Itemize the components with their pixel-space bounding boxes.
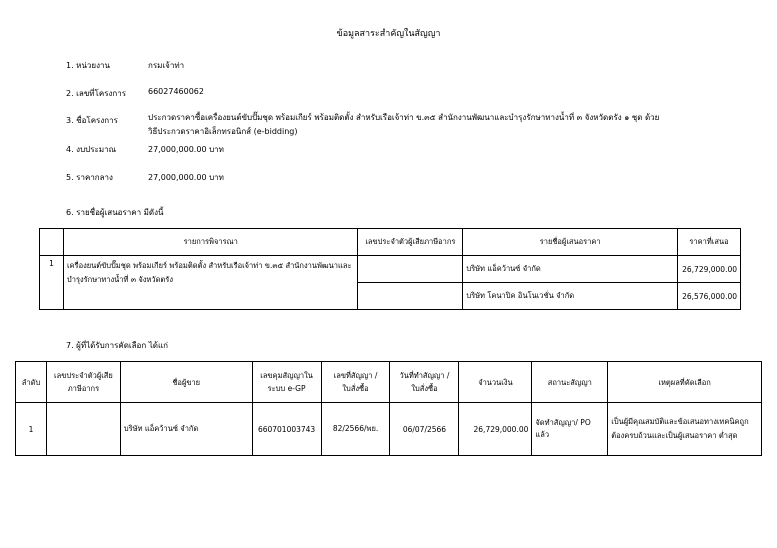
- award-row-tax-id: [46, 403, 120, 456]
- award-row-no: 1: [16, 403, 47, 456]
- bids-header-bidder: รายชื่อผู้เสนอราคา: [463, 229, 678, 256]
- award-heading: 7. ผู้ที่ได้รับการคัดเลือก ได้แก่: [66, 341, 168, 350]
- award-header-status: สถานะสัญญา: [532, 362, 608, 403]
- award-row-contract-no: 82/2566/พย.: [321, 403, 390, 456]
- field-value-budget: 27,000,000.00 บาท: [148, 145, 224, 154]
- field-label-project-name: 3. ชื่อโครงการ: [66, 116, 118, 125]
- award-table: [15, 361, 762, 456]
- bidders-heading: 6. รายชื่อผู้เสนอราคา มีดังนี้: [66, 208, 164, 217]
- award-row-status: จัดทำสัญญา/ PO แล้ว: [532, 403, 608, 456]
- award-row-vendor: บริษัท แอ็คว้านซ์ จำกัด: [120, 403, 252, 456]
- award-table-header-row: [16, 362, 762, 403]
- award-header-amount: จำนวนเงิน: [459, 362, 532, 403]
- bids-table-header-row: [40, 229, 741, 256]
- award-header-no: ลำดับ: [16, 362, 47, 403]
- award-header-tax-id: เลขประจำตัวผู้เสียภาษีอากร: [46, 362, 120, 403]
- award-header-contract-no: เลขที่สัญญา / ใบสั่งซื้อ: [321, 362, 390, 403]
- award-row-reason: เป็นผู้มีคุณสมบัติและข้อเสนอทางเทคนิคถูกต้องครบถ้วนและเป็นผู้เสนอราคา ต่ำสุด: [608, 403, 762, 456]
- award-row-egp-no: 660701003743: [252, 403, 321, 456]
- bids-header-price: ราคาที่เสนอ: [677, 229, 740, 256]
- bid-bidder-name: บริษัท โคนาปิค อินโนเวชั่น จำกัด: [463, 283, 678, 310]
- field-label-budget: 4. งบประมาณ: [66, 145, 117, 154]
- field-label-project-id: 2. เลขที่โครงการ: [66, 89, 127, 98]
- award-row-amount: 26,729,000.00: [459, 403, 532, 456]
- award-header-reason: เหตุผลที่คัดเลือก: [608, 362, 762, 403]
- bid-price: 26,576,000.00: [677, 283, 740, 310]
- page-title: ข้อมูลสาระสำคัญในสัญญา: [336, 29, 441, 39]
- table-row: [40, 256, 741, 283]
- award-header-egp-no: เลขคุมสัญญาในระบบ e-GP: [252, 362, 321, 403]
- bids-item-description: เครื่องยนต์ขับปั๊มชุด พร้อมเกียร์ พร้อมติดตั้ง สำหรับเรือเจ้าท่า ข.๓๕ สำนักงานพัฒนาและบำรุงรักษาทางน้ำที่ ๓ จังหวัดตรัง: [63, 256, 358, 310]
- award-header-contract-date: วันที่ทำสัญญา / ใบสั่งซื้อ: [390, 362, 459, 403]
- bid-bidder-name: บริษัท แอ็คว้านซ์ จำกัด: [463, 256, 678, 283]
- field-label-agency: 1. หน่วยงาน: [66, 61, 110, 70]
- table-row: [16, 403, 762, 456]
- bid-tax-id: [358, 256, 463, 283]
- field-value-median-price: 27,000,000.00 บาท: [148, 173, 224, 182]
- field-label-median-price: 5. ราคากลาง: [66, 173, 113, 182]
- field-value-project-name: ประกวดราคาซื้อเครื่องยนต์ขับปั๊มชุด พร้อมเกียร์ พร้อมติดตั้ง สำหรับเรือเจ้าท่า ข.๓๕ สำนักงานพัฒนาและบำรุงรักษาทางน้ำที่ ๓ จังหวัดตรัง ๑ ชุด ด้วยวิธีประกวดราคาอิเล็กทรอนิกส์ (e-bidding): [148, 113, 660, 136]
- award-row-contract-date: 06/07/2566: [390, 403, 459, 456]
- field-value-agency: กรมเจ้าท่า: [148, 61, 185, 70]
- bids-header-blank: [40, 229, 64, 256]
- bids-header-tax-id: เลขประจำตัวผู้เสียภาษีอากร: [358, 229, 463, 256]
- award-header-vendor: ชื่อผู้ขาย: [120, 362, 252, 403]
- bid-tax-id: [358, 283, 463, 310]
- bid-price: 26,729,000.00: [677, 256, 740, 283]
- bids-item-number: 1: [40, 256, 64, 310]
- bids-header-item: รายการพิจารณา: [63, 229, 358, 256]
- bids-table: [39, 228, 741, 310]
- field-value-project-id: 66027460062: [148, 87, 204, 96]
